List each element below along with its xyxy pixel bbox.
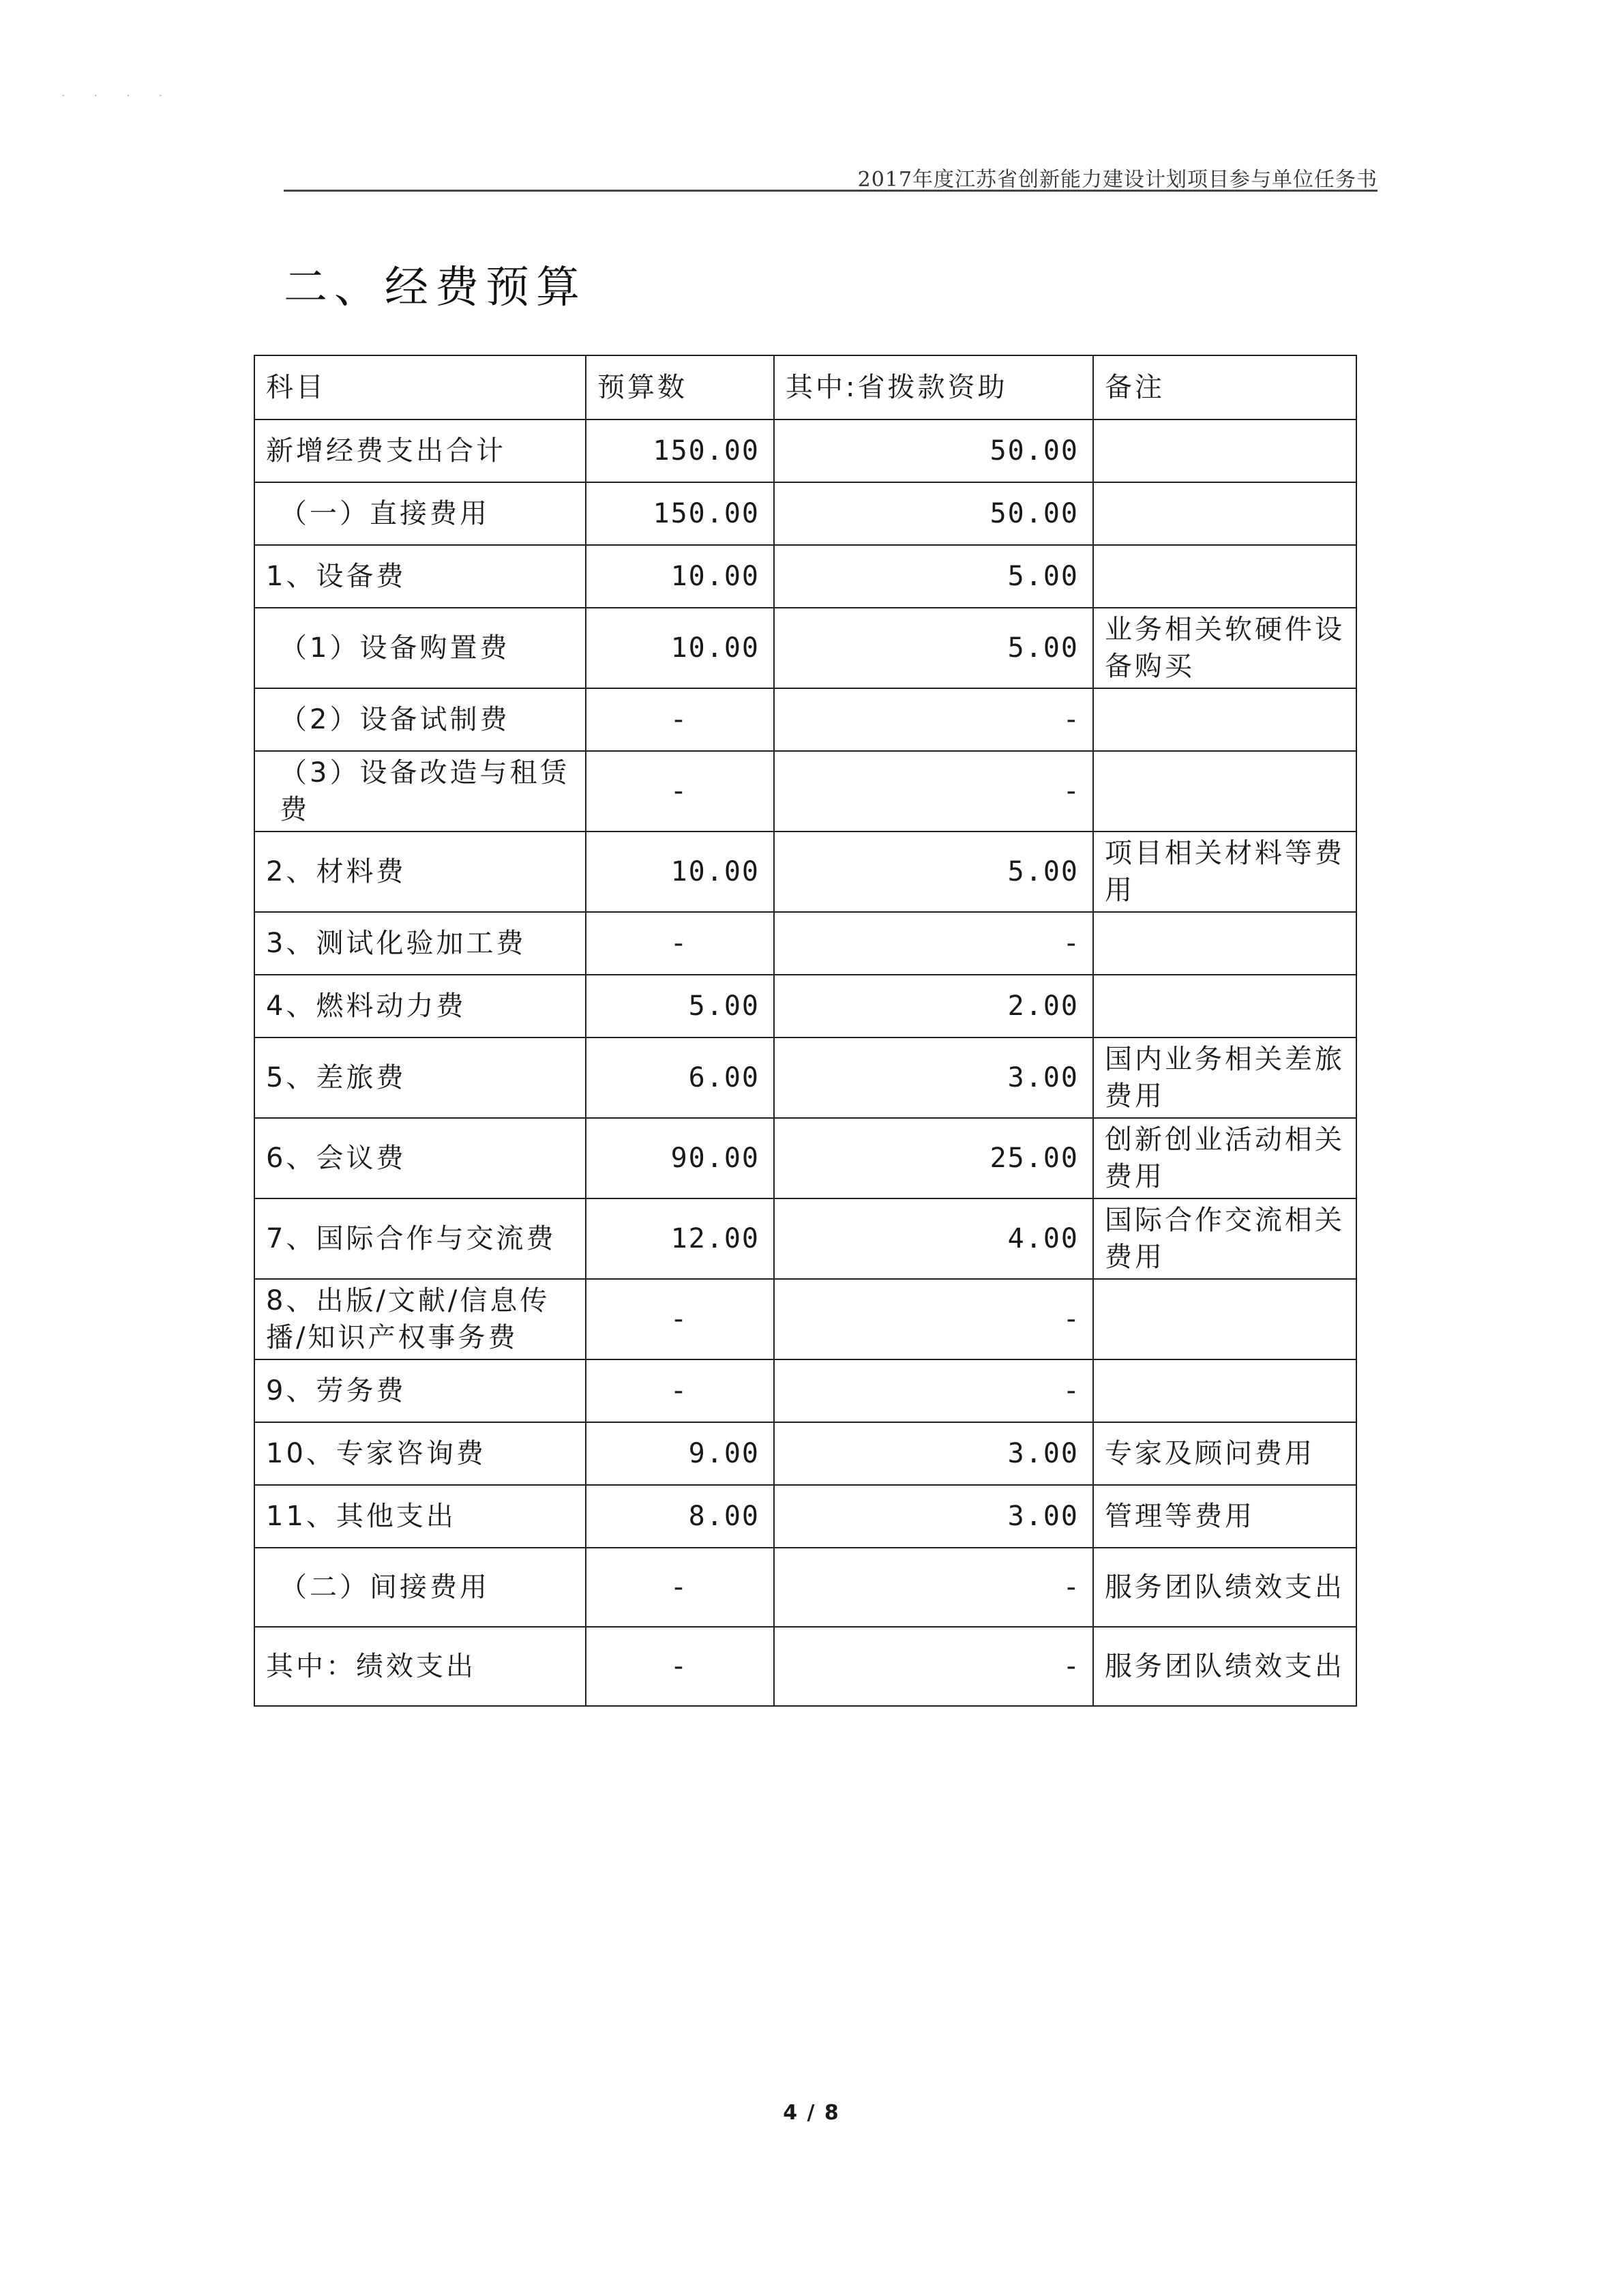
row-grant: - (774, 1359, 1093, 1422)
row-budget: 150.00 (586, 482, 774, 545)
row-grant: 5.00 (774, 831, 1093, 912)
document-header: 2017年度江苏省创新能力建设计划项目参与单位任务书 (857, 168, 1378, 192)
row-grant: 25.00 (774, 1118, 1093, 1198)
row-grant: 3.00 (774, 1485, 1093, 1548)
row-item: 7、国际合作与交流费 (254, 1198, 586, 1279)
row-note (1093, 1359, 1356, 1422)
table-row (254, 545, 1356, 608)
row-grant: - (774, 912, 1093, 975)
table-header-row (254, 355, 1356, 420)
row-note: 管理等费用 (1093, 1485, 1356, 1548)
row-note (1093, 975, 1356, 1037)
row-item: （2）设备试制费 (254, 688, 586, 751)
row-grant: - (774, 751, 1093, 831)
row-item: 2、材料费 (254, 831, 586, 912)
row-item: （1）设备购置费 (254, 608, 586, 688)
row-note (1093, 1279, 1356, 1359)
table-row (254, 975, 1356, 1037)
row-grant: - (774, 1627, 1093, 1706)
row-item: 8、出版/文献/信息传播/知识产权事务费 (254, 1279, 586, 1359)
row-budget: 9.00 (586, 1422, 774, 1485)
row-note: 专家及顾问费用 (1093, 1422, 1356, 1485)
row-item: 6、会议费 (254, 1118, 586, 1198)
row-note (1093, 482, 1356, 545)
row-grant: 50.00 (774, 420, 1093, 482)
row-note: 服务团队绩效支出 (1093, 1548, 1356, 1627)
row-item: 5、差旅费 (254, 1037, 586, 1118)
row-grant: 5.00 (774, 608, 1093, 688)
row-grant: 2.00 (774, 975, 1093, 1037)
row-note: 创新创业活动相关费用 (1093, 1118, 1356, 1198)
table-row (254, 688, 1356, 751)
row-budget: - (586, 688, 774, 751)
row-grant: 3.00 (774, 1037, 1093, 1118)
row-note (1093, 912, 1356, 975)
row-note: 项目相关材料等费用 (1093, 831, 1356, 912)
row-note (1093, 688, 1356, 751)
column-header-item: 科目 (254, 355, 586, 420)
table-row (254, 1118, 1356, 1198)
row-item: 3、测试化验加工费 (254, 912, 586, 975)
row-budget: 6.00 (586, 1037, 774, 1118)
row-budget: 8.00 (586, 1485, 774, 1548)
row-note: 服务团队绩效支出 (1093, 1627, 1356, 1706)
scan-specks: · · · · (61, 89, 175, 103)
row-budget: 10.00 (586, 545, 774, 608)
table-row (254, 608, 1356, 688)
row-item: （一）直接费用 (254, 482, 586, 545)
row-item: （二）间接费用 (254, 1548, 586, 1627)
table-row (254, 831, 1356, 912)
row-budget: 12.00 (586, 1198, 774, 1279)
row-grant: 50.00 (774, 482, 1093, 545)
row-item: 其中：绩效支出 (254, 1627, 586, 1706)
row-item: 11、其他支出 (254, 1485, 586, 1548)
table-row (254, 1359, 1356, 1422)
row-note (1093, 545, 1356, 608)
row-grant: 4.00 (774, 1198, 1093, 1279)
row-item: 10、专家咨询费 (254, 1422, 586, 1485)
row-grant: - (774, 1548, 1093, 1627)
row-budget: - (586, 1627, 774, 1706)
row-note: 国际合作交流相关费用 (1093, 1198, 1356, 1279)
row-note (1093, 751, 1356, 831)
table-row (254, 1279, 1356, 1359)
row-item: （3）设备改造与租赁费 (254, 751, 586, 831)
table-row (254, 1548, 1356, 1627)
row-budget: 10.00 (586, 608, 774, 688)
header-rule (284, 190, 1378, 192)
row-note: 国内业务相关差旅费用 (1093, 1037, 1356, 1118)
row-item: 新增经费支出合计 (254, 420, 586, 482)
table-row (254, 912, 1356, 975)
row-note: 业务相关软硬件设备购买 (1093, 608, 1356, 688)
table-row (254, 1485, 1356, 1548)
row-grant: - (774, 688, 1093, 751)
row-item: 9、劳务费 (254, 1359, 586, 1422)
row-budget: 150.00 (586, 420, 774, 482)
row-item: 4、燃料动力费 (254, 975, 586, 1037)
row-note (1093, 420, 1356, 482)
budget-table (254, 355, 1357, 1707)
row-budget: - (586, 1548, 774, 1627)
section-title: 二、经费预算 (284, 263, 586, 313)
row-budget: 5.00 (586, 975, 774, 1037)
column-header-note: 备注 (1093, 355, 1356, 420)
table-row (254, 1037, 1356, 1118)
row-budget: - (586, 912, 774, 975)
row-budget: 10.00 (586, 831, 774, 912)
table-row (254, 420, 1356, 482)
column-header-grant: 其中:省拨款资助 (774, 355, 1093, 420)
table-row (254, 1422, 1356, 1485)
row-budget: 90.00 (586, 1118, 774, 1198)
row-item: 1、设备费 (254, 545, 586, 608)
table-row (254, 751, 1356, 831)
table-row (254, 482, 1356, 545)
page-number: 4 / 8 (783, 2101, 840, 2125)
row-budget: - (586, 1359, 774, 1422)
table-row (254, 1198, 1356, 1279)
row-budget: - (586, 1279, 774, 1359)
column-header-budget: 预算数 (586, 355, 774, 420)
row-grant: 3.00 (774, 1422, 1093, 1485)
row-grant: - (774, 1279, 1093, 1359)
row-grant: 5.00 (774, 545, 1093, 608)
row-budget: - (586, 751, 774, 831)
table-row (254, 1627, 1356, 1706)
